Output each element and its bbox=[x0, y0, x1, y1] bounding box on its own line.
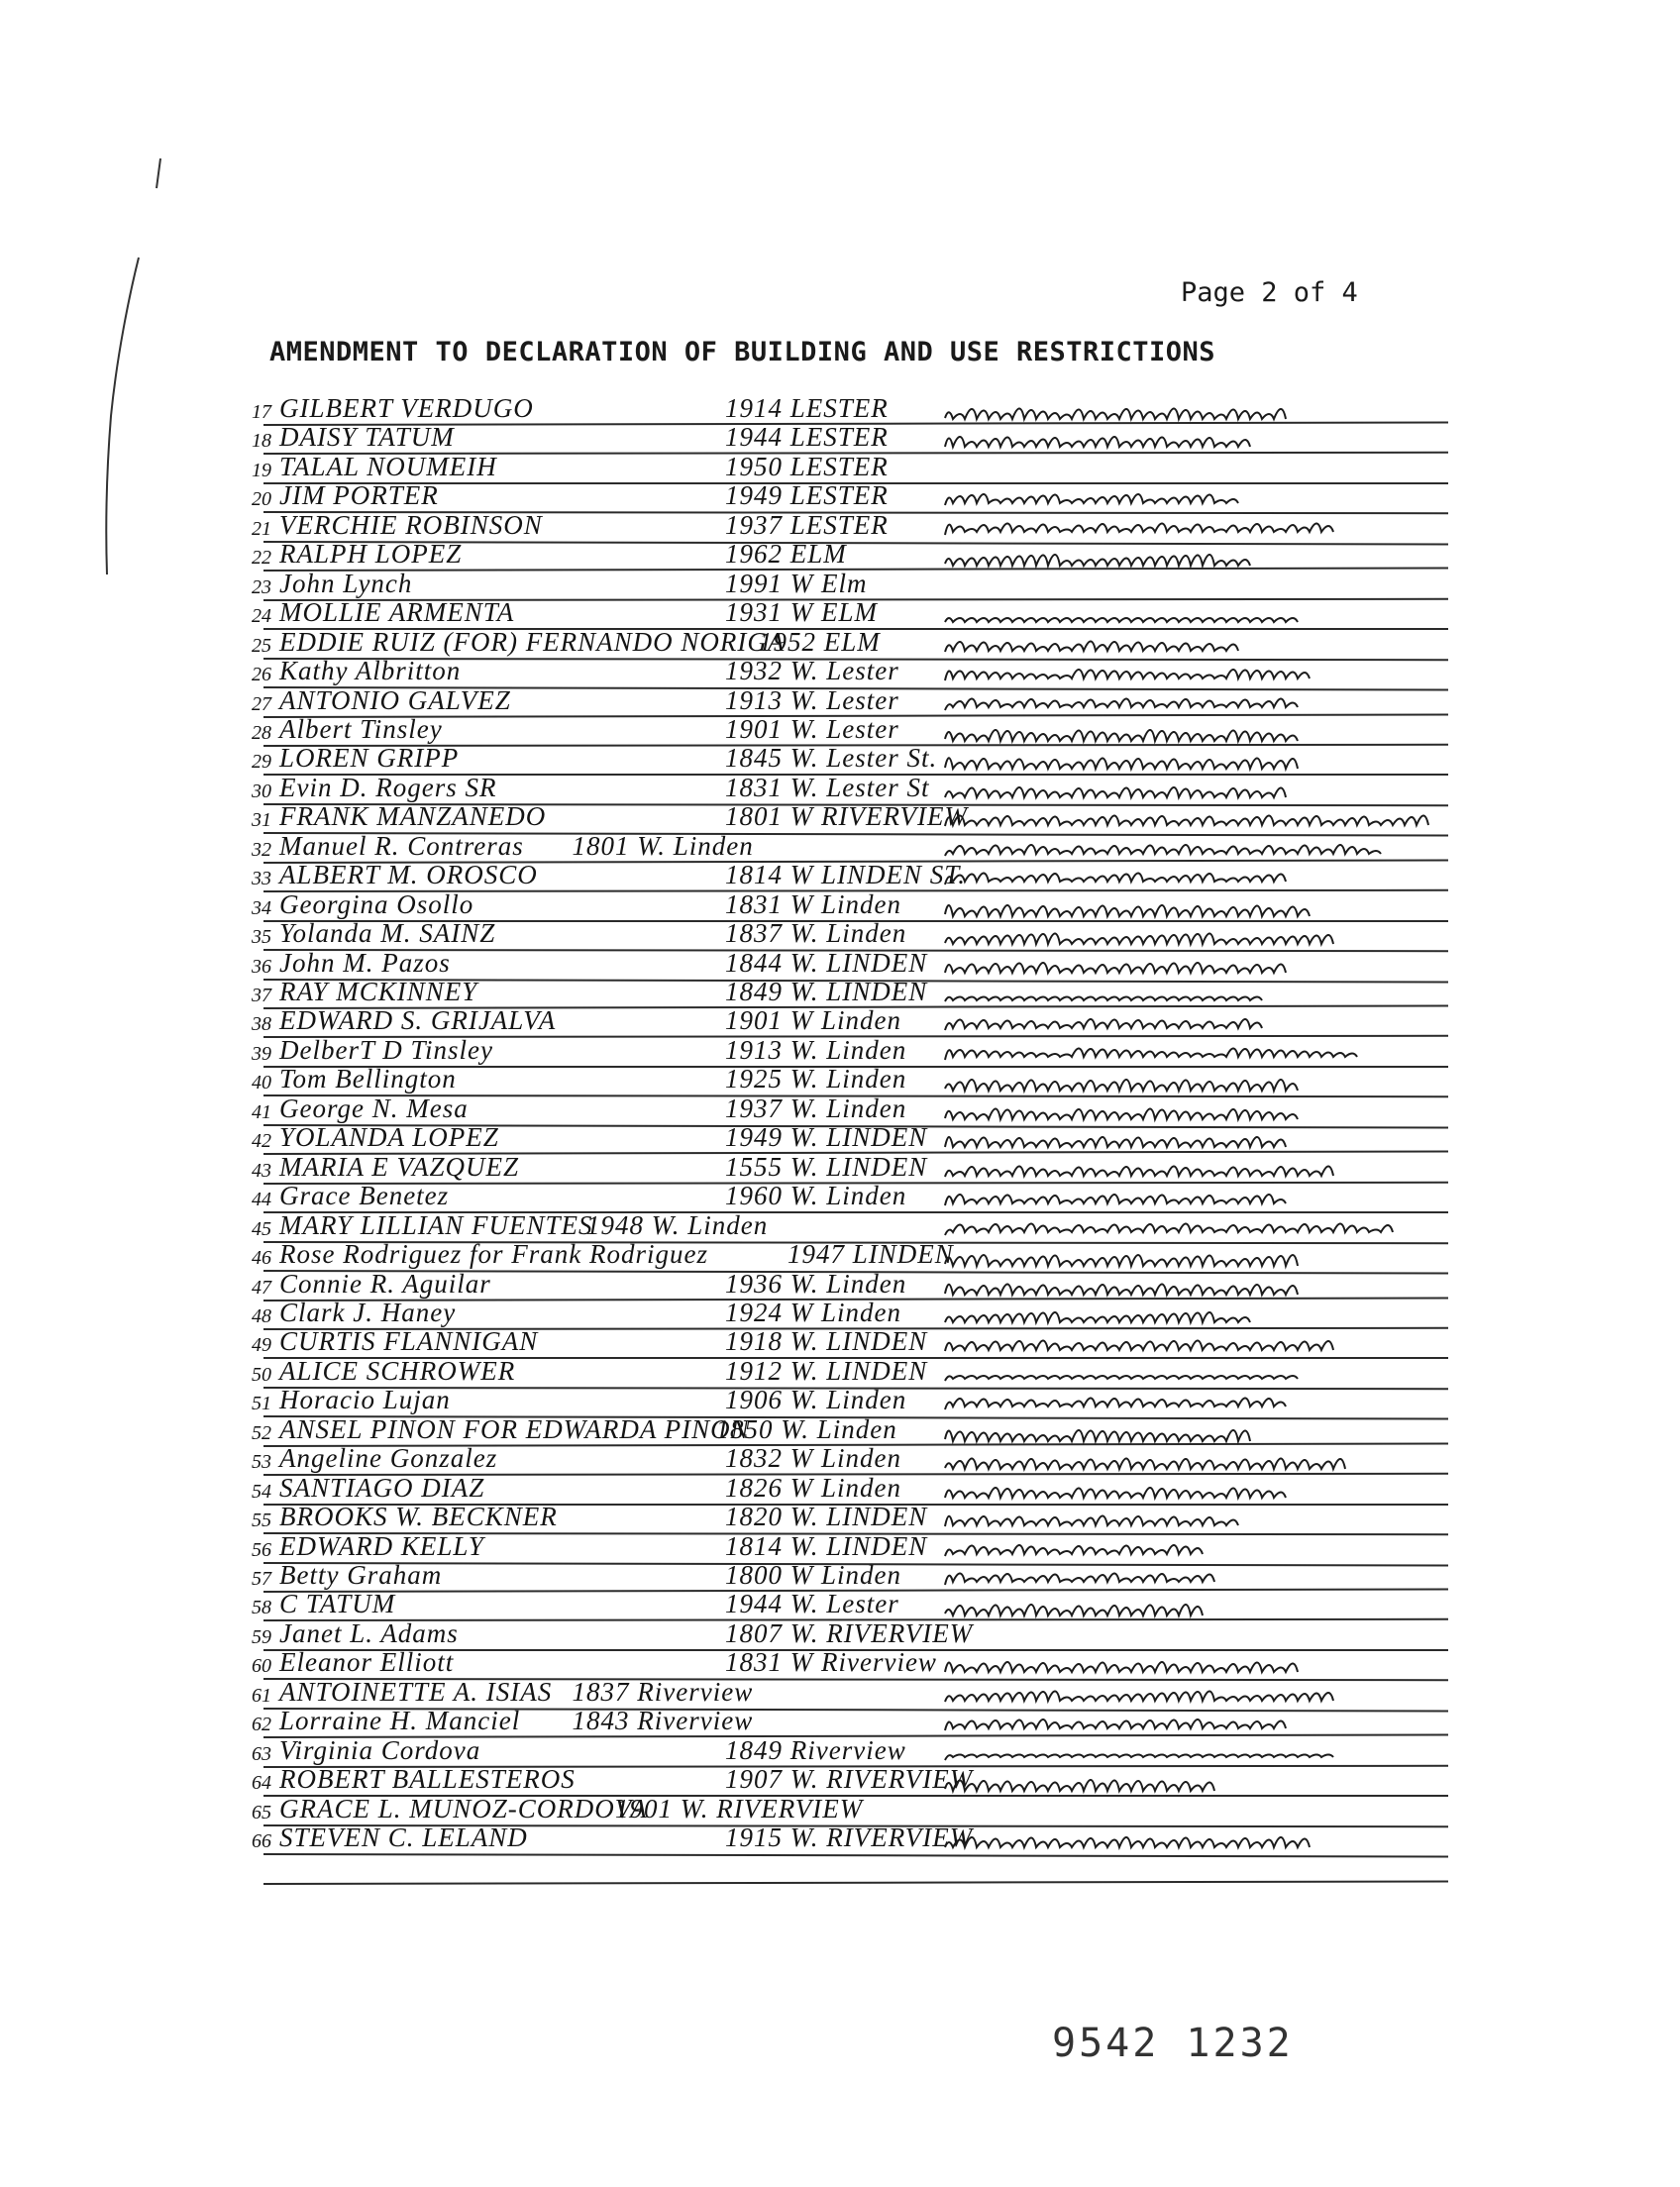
resident-address: 1944 LESTER bbox=[725, 422, 889, 453]
resident-name: ANSEL PINON FOR EDWARDA PINON bbox=[279, 1413, 750, 1444]
resident-address: 1837 W. Linden bbox=[725, 918, 907, 949]
resident-name: CURTIS FLANNIGAN bbox=[279, 1326, 539, 1357]
resident-name: RALPH LOPEZ bbox=[279, 539, 463, 570]
resident-name: GILBERT VERDUGO bbox=[279, 393, 534, 423]
resident-name: ANTONIO GALVEZ bbox=[279, 684, 511, 715]
resident-name: JIM PORTER bbox=[279, 480, 439, 511]
row-number: 55 bbox=[252, 1510, 271, 1532]
resident-name: EDWARD S. GRIJALVA bbox=[279, 1005, 557, 1036]
row-number: 33 bbox=[252, 868, 271, 890]
resident-address: 1949 W. LINDEN bbox=[725, 1122, 928, 1153]
row-number: 44 bbox=[252, 1189, 271, 1211]
row-number: 42 bbox=[252, 1130, 271, 1153]
row-number: 43 bbox=[252, 1159, 271, 1182]
resident-name: Angeline Gonzalez bbox=[279, 1443, 498, 1474]
resident-address: 1991 W Elm bbox=[725, 568, 868, 598]
row-number: 37 bbox=[252, 985, 271, 1006]
resident-address: 1843 Riverview bbox=[572, 1706, 754, 1736]
resident-name: ALICE SCHROWER bbox=[279, 1355, 516, 1386]
resident-address: 1913 W. Lester bbox=[725, 684, 899, 715]
row-number: 57 bbox=[252, 1568, 271, 1590]
resident-address: 1844 W. LINDEN bbox=[725, 947, 928, 978]
row-number: 23 bbox=[252, 575, 271, 598]
resident-name: ALBERT M. OROSCO bbox=[279, 860, 538, 890]
resident-name: MOLLIE ARMENTA bbox=[279, 597, 515, 628]
row-number: 40 bbox=[252, 1072, 271, 1094]
row-number: 49 bbox=[252, 1334, 271, 1357]
handwritten-signature bbox=[935, 1820, 1628, 1859]
document-title: AMENDMENT TO DECLARATION OF BUILDING AND USE RESTRICTIONS bbox=[269, 337, 1216, 367]
resident-name: BROOKS W. BECKNER bbox=[279, 1502, 558, 1532]
resident-name: John M. Pazos bbox=[279, 947, 451, 978]
row-number: 29 bbox=[252, 751, 271, 774]
resident-name: Lorraine H. Manciel bbox=[279, 1706, 521, 1736]
resident-address: 1944 W. Lester bbox=[725, 1589, 899, 1619]
resident-address: 1901 W Linden bbox=[725, 1005, 901, 1036]
resident-name: DelberT D Tinsley bbox=[279, 1034, 494, 1065]
resident-name: George N. Mesa bbox=[279, 1093, 469, 1123]
resident-name: Janet L. Adams bbox=[279, 1617, 459, 1648]
resident-name: Yolanda M. SAINZ bbox=[279, 918, 496, 949]
resident-address: 1950 LESTER bbox=[725, 451, 889, 481]
resident-address: 1901 W. RIVERVIEW bbox=[615, 1793, 864, 1823]
resident-address: 1952 ELM bbox=[759, 626, 881, 657]
resident-address: 1807 W. RIVERVIEW bbox=[725, 1617, 974, 1648]
row-number: 53 bbox=[252, 1451, 271, 1474]
row-number: 20 bbox=[252, 488, 271, 511]
row-number: 26 bbox=[252, 664, 271, 686]
resident-name: Kathy Albritton bbox=[279, 656, 462, 686]
row-number: 36 bbox=[252, 955, 271, 978]
row-number: 17 bbox=[252, 401, 271, 423]
row-number: 47 bbox=[252, 1276, 271, 1299]
resident-name: EDDIE RUIZ (FOR) FERNANDO NORIGA bbox=[279, 626, 786, 657]
resident-address: 1936 W. Linden bbox=[725, 1268, 907, 1299]
row-number: 41 bbox=[252, 1100, 271, 1123]
resident-name: Grace Benetez bbox=[279, 1181, 450, 1211]
resident-address: 1962 ELM bbox=[725, 539, 847, 570]
resident-name: Rose Rodriguez for Frank Rodriguez bbox=[279, 1239, 708, 1270]
resident-name: GRACE L. MUNOZ-CORDOVA bbox=[279, 1793, 648, 1823]
resident-address: 1918 W. LINDEN bbox=[725, 1326, 928, 1357]
resident-address: 1832 W Linden bbox=[725, 1443, 901, 1474]
resident-address: 1914 LESTER bbox=[725, 393, 889, 423]
resident-address: 1947 LINDEN bbox=[788, 1239, 954, 1270]
resident-name: Virginia Cordova bbox=[279, 1734, 481, 1765]
row-number: 50 bbox=[252, 1363, 271, 1386]
signature-row bbox=[242, 1820, 1619, 1855]
row-number: 30 bbox=[252, 780, 271, 802]
resident-address: 1937 LESTER bbox=[725, 509, 889, 540]
row-number: 66 bbox=[252, 1830, 271, 1853]
resident-name: Betty Graham bbox=[279, 1560, 443, 1590]
resident-address: 1800 W Linden bbox=[725, 1560, 901, 1590]
resident-address: 1820 W. LINDEN bbox=[725, 1502, 928, 1532]
row-number: 39 bbox=[252, 1042, 271, 1065]
resident-address: 1915 W. RIVERVIEW bbox=[725, 1822, 974, 1853]
row-number: 19 bbox=[252, 459, 271, 481]
resident-address: 1906 W. Linden bbox=[725, 1385, 907, 1415]
resident-address: 1826 W Linden bbox=[725, 1472, 901, 1503]
resident-address: 1931 W ELM bbox=[725, 597, 878, 628]
resident-address: 1814 W. LINDEN bbox=[725, 1530, 928, 1561]
row-number: 28 bbox=[252, 721, 271, 744]
resident-name: Evin D. Rogers SR bbox=[279, 772, 497, 802]
row-number: 21 bbox=[252, 517, 271, 540]
row-number: 59 bbox=[252, 1625, 271, 1648]
resident-address: 1912 W. LINDEN bbox=[725, 1355, 928, 1386]
resident-name: MARY LILLIAN FUENTES bbox=[279, 1209, 593, 1240]
resident-name: VERCHIE ROBINSON bbox=[279, 509, 543, 540]
resident-name: John Lynch bbox=[279, 568, 413, 598]
resident-address: 1831 W Riverview bbox=[725, 1647, 937, 1678]
row-number: 63 bbox=[252, 1742, 271, 1765]
resident-address: 1907 W. RIVERVIEW bbox=[725, 1764, 974, 1795]
resident-address: 1845 W. Lester St. bbox=[725, 743, 938, 774]
row-number: 51 bbox=[252, 1393, 271, 1415]
row-number: 22 bbox=[252, 547, 271, 570]
row-number: 38 bbox=[252, 1013, 271, 1036]
resident-name: Horacio Lujan bbox=[279, 1385, 451, 1415]
row-number: 65 bbox=[252, 1801, 271, 1823]
row-number: 58 bbox=[252, 1597, 271, 1619]
resident-address: 1913 W. Linden bbox=[725, 1034, 907, 1065]
resident-name: Manuel R. Contreras bbox=[279, 830, 524, 861]
resident-address: 1801 W RIVERVIEW bbox=[725, 801, 968, 832]
row-number: 62 bbox=[252, 1714, 271, 1736]
resident-name: Clark J. Haney bbox=[279, 1297, 457, 1327]
row-number: 61 bbox=[252, 1684, 271, 1707]
resident-address: 1949 LESTER bbox=[725, 480, 889, 511]
resident-name: TALAL NOUMEIH bbox=[279, 451, 497, 481]
row-number: 35 bbox=[252, 926, 271, 949]
resident-name: ANTOINETTE A. ISIAS bbox=[279, 1676, 553, 1707]
row-number: 45 bbox=[252, 1217, 271, 1240]
row-number: 46 bbox=[252, 1247, 271, 1270]
resident-name: LOREN GRIPP bbox=[279, 743, 460, 774]
resident-name: MARIA E VAZQUEZ bbox=[279, 1151, 519, 1182]
resident-address: 1837 Riverview bbox=[572, 1676, 754, 1707]
resident-address: 1948 W. Linden bbox=[586, 1209, 769, 1240]
resident-name: SANTIAGO DIAZ bbox=[279, 1472, 485, 1503]
resident-name: Albert Tinsley bbox=[279, 713, 443, 744]
resident-address: 1555 W. LINDEN bbox=[725, 1151, 928, 1182]
row-number: 25 bbox=[252, 634, 271, 657]
resident-name: Connie R. Aguilar bbox=[279, 1268, 491, 1299]
row-number: 60 bbox=[252, 1655, 271, 1678]
row-number: 31 bbox=[252, 809, 271, 832]
resident-name: RAY MCKINNEY bbox=[279, 977, 478, 1006]
resident-name: Eleanor Elliott bbox=[279, 1647, 455, 1678]
row-number: 24 bbox=[252, 605, 271, 628]
row-number: 64 bbox=[252, 1772, 271, 1795]
resident-address: 1831 W. Lester St bbox=[725, 772, 930, 802]
row-number: 34 bbox=[252, 896, 271, 919]
resident-name: FRANK MANZANEDO bbox=[279, 801, 547, 832]
row-number: 18 bbox=[252, 430, 271, 453]
resident-address: 1801 W. Linden bbox=[572, 830, 754, 861]
resident-name: ROBERT BALLESTEROS bbox=[279, 1764, 576, 1795]
resident-address: 1831 W Linden bbox=[725, 888, 901, 919]
resident-name: Tom Bellington bbox=[279, 1064, 457, 1094]
resident-address: 1850 W. Linden bbox=[715, 1413, 897, 1444]
row-number: 52 bbox=[252, 1421, 271, 1444]
row-number: 48 bbox=[252, 1304, 271, 1327]
resident-name: DAISY TATUM bbox=[279, 422, 455, 453]
resident-address: 1937 W. Linden bbox=[725, 1093, 907, 1123]
resident-address: 1849 Riverview bbox=[725, 1734, 906, 1765]
row-number: 56 bbox=[252, 1538, 271, 1561]
resident-name: C TATUM bbox=[279, 1589, 396, 1619]
ruled-line bbox=[263, 1880, 1448, 1885]
resident-name: EDWARD KELLY bbox=[279, 1530, 484, 1561]
resident-address: 1814 W LINDEN ST. bbox=[725, 860, 967, 890]
resident-address: 1849 W. LINDEN bbox=[725, 977, 928, 1006]
resident-address: 1932 W. Lester bbox=[725, 656, 899, 686]
resident-name: Georgina Osollo bbox=[279, 888, 474, 919]
resident-address: 1960 W. Linden bbox=[725, 1181, 907, 1211]
resident-address: 1925 W. Linden bbox=[725, 1064, 907, 1094]
resident-name: STEVEN C. LELAND bbox=[279, 1822, 528, 1853]
page-label: Page 2 of 4 bbox=[1181, 277, 1358, 308]
row-number: 27 bbox=[252, 692, 271, 715]
row-number: 54 bbox=[252, 1480, 271, 1503]
row-number: 32 bbox=[252, 838, 271, 861]
resident-address: 1901 W. Lester bbox=[725, 713, 899, 744]
page-number-stamp: 9542 1232 bbox=[1052, 2021, 1294, 2066]
resident-name: YOLANDA LOPEZ bbox=[279, 1122, 499, 1153]
resident-address: 1924 W Linden bbox=[725, 1297, 901, 1327]
